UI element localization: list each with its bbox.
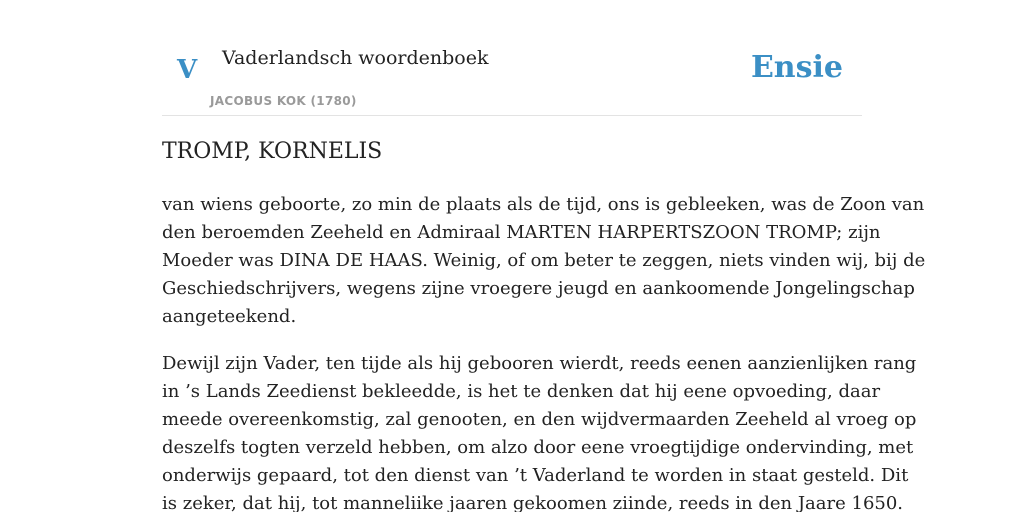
text-line: in ’s Lands Zeedienst bekleedde, is het te denken dat hij eene opvoeding, daar [162,381,881,402]
entry-title: TROMP, KORNELIS [162,139,383,164]
text-line: aangeteekend. [162,306,297,327]
book-title[interactable]: Vaderlandsch woordenboek [222,47,489,69]
book-author[interactable]: JACOBUS KOK (1780) [210,94,357,108]
text-line: onderwijs gepaard, tot den dienst van ’t Vaderland te worden in staat gesteld. Dit [162,465,909,486]
book-letter-icon[interactable]: V [177,55,198,85]
text-line: den beroemden Zeeheld en Admiraal MARTEN HARPERTSZOON TROMP; zijn [162,222,881,243]
text-line: meede overeenkomstig, zal genooten, en den wijdvermaarden Zeeheld al vroeg op [162,409,917,430]
book-header [162,38,862,116]
text-line: van wiens geboorte, zo min de plaats als de tijd, ons is gebleeken, was de Zoon van [162,194,925,215]
text-line: Moeder was DINA DE HAAS. Weinig, of om beter te zeggen, niets vinden wij, bij de [162,250,926,271]
paragraph [162,350,917,512]
ensie-logo-link[interactable]: Ensie [750,50,843,85]
text-line: is zeker, dat hij, tot manneliike jaaren gekoomen ziinde, reeds in den Jaare 1650. [162,493,904,512]
text-line: Dewijl zijn Vader, ten tijde als hij gebooren wierdt, reeds eenen aanzienlijken rang [162,353,917,374]
text-line: Geschiedschrijvers, wegens zijne vroegere jeugd en aankoomende Jongelingschap [162,278,915,299]
text-line: deszelfs togten verzeld hebben, om alzo door eene vroegtijdige ondervinding, met [162,437,914,458]
paragraph [162,191,926,331]
entry-body [162,191,926,512]
